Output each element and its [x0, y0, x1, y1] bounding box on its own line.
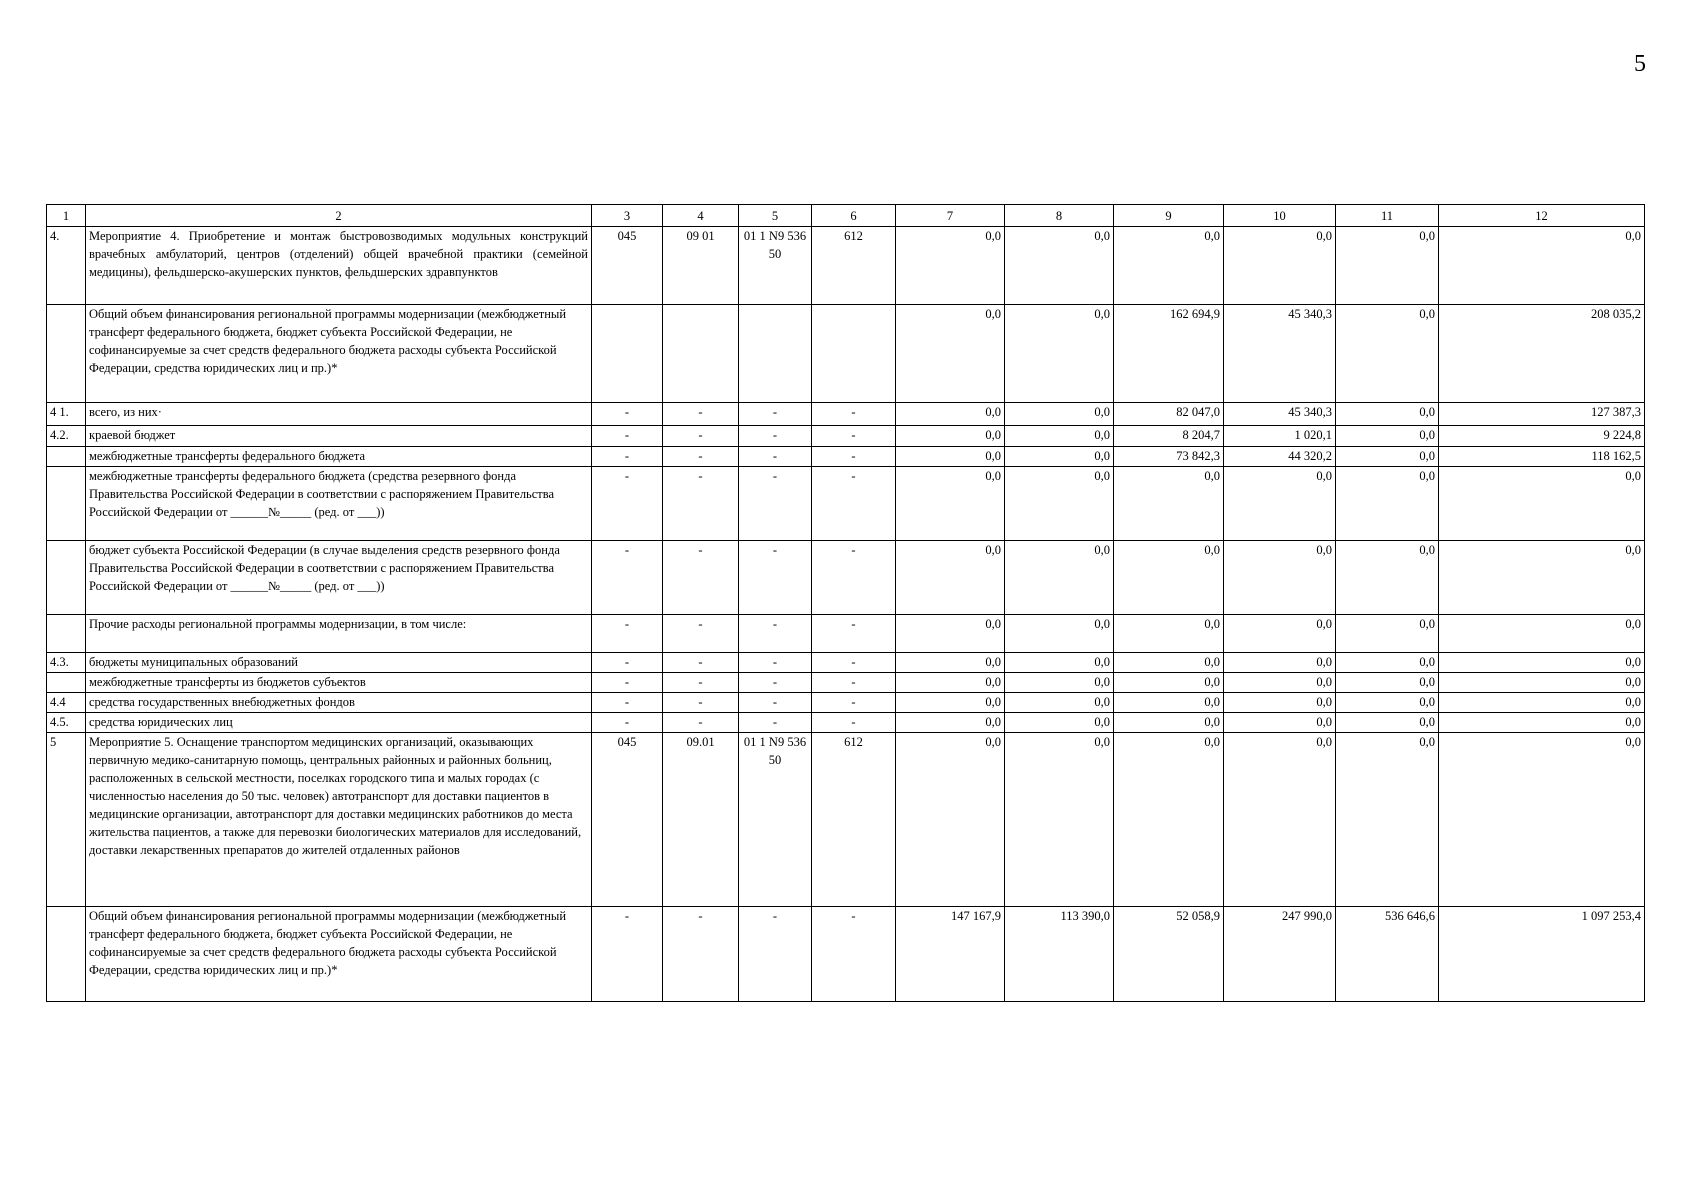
table-row: [47, 227, 1645, 305]
row-number: [47, 907, 86, 1002]
value-cell: 45 340,3: [1224, 403, 1336, 426]
code-cell: -: [592, 615, 663, 653]
table-row: [47, 693, 1645, 713]
row-description: межбюджетные трансферты федерального бюджета (средства резервного фонда Правительства Российской Федерации в соответствии с распоряжением Правительства Российской Федерации от ______№_____ (ред. от ___)): [86, 467, 592, 541]
value-cell: 0,0: [1439, 713, 1645, 733]
value-cell: 0,0: [1114, 733, 1224, 907]
value-cell: 0,0: [1005, 227, 1114, 305]
value-cell: 0,0: [1224, 673, 1336, 693]
value-cell: 0,0: [1005, 673, 1114, 693]
value-cell: 0,0: [1005, 693, 1114, 713]
table-row: [47, 907, 1645, 1002]
code-cell: -: [739, 541, 812, 615]
code-cell: -: [663, 673, 739, 693]
row-number: 4.5.: [47, 713, 86, 733]
value-cell: 0,0: [896, 615, 1005, 653]
code-cell: -: [663, 541, 739, 615]
code-cell: -: [592, 447, 663, 467]
header-cell: 7: [896, 205, 1005, 227]
code-cell: -: [592, 693, 663, 713]
value-cell: 82 047,0: [1114, 403, 1224, 426]
code-cell: -: [739, 467, 812, 541]
value-cell: 0,0: [1336, 733, 1439, 907]
value-cell: 0,0: [896, 693, 1005, 713]
code-cell: -: [663, 907, 739, 1002]
code-cell: -: [663, 447, 739, 467]
value-cell: 0,0: [1005, 615, 1114, 653]
value-cell: 73 842,3: [1114, 447, 1224, 467]
row-description: Общий объем финансирования региональной программы модернизации (межбюджетный трансферт федерального бюджета, бюджет субъекта Российской Федерации, не софинансируемые за счет средств федерального бюджета расходы субъекта Российской Федерации, средства юридических лиц и пр.)*: [86, 907, 592, 1002]
value-cell: 247 990,0: [1224, 907, 1336, 1002]
value-cell: 45 340,3: [1224, 305, 1336, 403]
code-cell: -: [739, 615, 812, 653]
code-cell: 612: [812, 733, 896, 907]
value-cell: 8 204,7: [1114, 426, 1224, 447]
row-number: 4.3.: [47, 653, 86, 673]
row-description: средства юридических лиц: [86, 713, 592, 733]
value-cell: 0,0: [1439, 673, 1645, 693]
value-cell: 0,0: [1336, 541, 1439, 615]
value-cell: 0,0: [896, 467, 1005, 541]
table-row: [47, 733, 1645, 907]
table-row: [47, 447, 1645, 467]
code-cell: -: [592, 713, 663, 733]
code-cell: 01 1 N9 536 50: [739, 733, 812, 907]
code-cell: -: [812, 403, 896, 426]
table-row: [47, 673, 1645, 693]
value-cell: 0,0: [896, 426, 1005, 447]
value-cell: 0,0: [1114, 541, 1224, 615]
code-cell: [812, 305, 896, 403]
header-cell: 9: [1114, 205, 1224, 227]
code-cell: -: [663, 693, 739, 713]
code-cell: -: [739, 693, 812, 713]
value-cell: 0,0: [1336, 447, 1439, 467]
code-cell: -: [739, 426, 812, 447]
code-cell: -: [739, 403, 812, 426]
header-cell: 6: [812, 205, 896, 227]
code-cell: -: [592, 403, 663, 426]
page-number: 5: [1634, 51, 1646, 77]
table-row: [47, 541, 1645, 615]
value-cell: 1 097 253,4: [1439, 907, 1645, 1002]
value-cell: 0,0: [1005, 426, 1114, 447]
value-cell: 0,0: [896, 733, 1005, 907]
value-cell: 0,0: [1005, 733, 1114, 907]
row-description: Мероприятие 4. Приобретение и монтаж быстровозводимых модульных конструкций врачебных амбулаторий, центров (отделений) общей врачебной практики (семейной медицины), фельдшерско-акушерских пунктов, фельдшерских здравпунктов: [86, 227, 592, 305]
row-description: Мероприятие 5. Оснащение транспортом медицинских организаций, оказывающих первичную медико-санитарную помощь, центральных районных и районных больниц, расположенных в сельской местности, поселках городского типа и малых городах (с численностью населения до 50 тыс. человек) автотранспорт для доставки пациентов в медицинские организации, автотранспорт для доставки медицинских работников до места жительства пациентов, а также для перевозки биологических материалов для исследований, доставки лекарственных препаратов до жителей отдаленных районов: [86, 733, 592, 907]
value-cell: 0,0: [1336, 653, 1439, 673]
value-cell: 0,0: [1224, 467, 1336, 541]
row-description: межбюджетные трансферты из бюджетов субъектов: [86, 673, 592, 693]
value-cell: 118 162,5: [1439, 447, 1645, 467]
table-row: [47, 653, 1645, 673]
value-cell: 0,0: [1005, 403, 1114, 426]
value-cell: 0,0: [896, 305, 1005, 403]
code-cell: -: [592, 907, 663, 1002]
value-cell: 0,0: [1336, 227, 1439, 305]
header-cell: 10: [1224, 205, 1336, 227]
header-cell: 4: [663, 205, 739, 227]
value-cell: 127 387,3: [1439, 403, 1645, 426]
code-cell: -: [812, 713, 896, 733]
code-cell: -: [739, 447, 812, 467]
value-cell: 0,0: [1005, 541, 1114, 615]
code-cell: -: [812, 615, 896, 653]
value-cell: 536 646,6: [1336, 907, 1439, 1002]
value-cell: 0,0: [1114, 653, 1224, 673]
value-cell: 0,0: [1336, 467, 1439, 541]
value-cell: 0,0: [1224, 653, 1336, 673]
header-cell: 1: [47, 205, 86, 227]
value-cell: 0,0: [1439, 467, 1645, 541]
value-cell: 0,0: [1336, 426, 1439, 447]
value-cell: 9 224,8: [1439, 426, 1645, 447]
value-cell: 0,0: [1114, 673, 1224, 693]
code-cell: [592, 305, 663, 403]
value-cell: 0,0: [896, 673, 1005, 693]
value-cell: 0,0: [1439, 615, 1645, 653]
value-cell: 0,0: [1005, 713, 1114, 733]
header-cell: 3: [592, 205, 663, 227]
value-cell: 0,0: [1005, 467, 1114, 541]
row-description: всего, из них·: [86, 403, 592, 426]
table-row: [47, 305, 1645, 403]
value-cell: 0,0: [1224, 693, 1336, 713]
value-cell: 0,0: [1114, 615, 1224, 653]
value-cell: 113 390,0: [1005, 907, 1114, 1002]
table-row: [47, 467, 1645, 541]
table-row: [47, 713, 1645, 733]
value-cell: 162 694,9: [1114, 305, 1224, 403]
value-cell: 0,0: [1336, 305, 1439, 403]
code-cell: [663, 305, 739, 403]
code-cell: 01 1 N9 536 50: [739, 227, 812, 305]
row-number: [47, 447, 86, 467]
value-cell: 44 320,2: [1224, 447, 1336, 467]
code-cell: -: [812, 653, 896, 673]
header-cell: 5: [739, 205, 812, 227]
row-description: бюджеты муниципальных образований: [86, 653, 592, 673]
value-cell: 0,0: [1439, 693, 1645, 713]
code-cell: -: [739, 907, 812, 1002]
row-number: 4.: [47, 227, 86, 305]
code-cell: -: [739, 653, 812, 673]
row-number: 5: [47, 733, 86, 907]
value-cell: 0,0: [1439, 733, 1645, 907]
code-cell: -: [812, 467, 896, 541]
code-cell: -: [812, 693, 896, 713]
code-cell: 612: [812, 227, 896, 305]
code-cell: 09 01: [663, 227, 739, 305]
table-row: [47, 426, 1645, 447]
code-cell: -: [663, 615, 739, 653]
code-cell: -: [812, 426, 896, 447]
code-cell: -: [663, 467, 739, 541]
row-description: краевой бюджет: [86, 426, 592, 447]
code-cell: -: [592, 653, 663, 673]
value-cell: 0,0: [1224, 227, 1336, 305]
row-description: средства государственных внебюджетных фондов: [86, 693, 592, 713]
row-number: 4 1.: [47, 403, 86, 426]
code-cell: -: [592, 426, 663, 447]
row-description: Прочие расходы региональной программы модернизации, в том числе:: [86, 615, 592, 653]
row-description: бюджет субъекта Российской Федерации (в случае выделения средств резервного фонда Правительства Российской Федерации в соответствии с распоряжением Правительства Российской Федерации от ______№_____ (ред. от ___)): [86, 541, 592, 615]
code-cell: -: [592, 467, 663, 541]
value-cell: 0,0: [1005, 447, 1114, 467]
header-row: [47, 205, 1645, 227]
value-cell: 0,0: [896, 541, 1005, 615]
value-cell: 0,0: [1005, 305, 1114, 403]
value-cell: 0,0: [1439, 653, 1645, 673]
table-row: [47, 403, 1645, 426]
code-cell: -: [663, 653, 739, 673]
value-cell: 0,0: [1114, 227, 1224, 305]
financing-table: [46, 204, 1645, 1002]
value-cell: 0,0: [896, 653, 1005, 673]
row-number: 4.4: [47, 693, 86, 713]
value-cell: 0,0: [1336, 673, 1439, 693]
code-cell: -: [812, 541, 896, 615]
code-cell: -: [663, 403, 739, 426]
value-cell: 0,0: [1224, 615, 1336, 653]
value-cell: 208 035,2: [1439, 305, 1645, 403]
row-number: [47, 467, 86, 541]
value-cell: 0,0: [1114, 693, 1224, 713]
header-cell: 11: [1336, 205, 1439, 227]
code-cell: -: [812, 447, 896, 467]
value-cell: 0,0: [896, 713, 1005, 733]
value-cell: 0,0: [896, 403, 1005, 426]
value-cell: 0,0: [1224, 541, 1336, 615]
value-cell: 0,0: [1336, 693, 1439, 713]
value-cell: 0,0: [1224, 713, 1336, 733]
code-cell: -: [739, 713, 812, 733]
code-cell: [739, 305, 812, 403]
value-cell: 0,0: [1114, 713, 1224, 733]
row-number: [47, 305, 86, 403]
value-cell: 0,0: [1336, 615, 1439, 653]
value-cell: 0,0: [1224, 733, 1336, 907]
code-cell: -: [592, 673, 663, 693]
code-cell: 045: [592, 733, 663, 907]
value-cell: 0,0: [1336, 713, 1439, 733]
row-number: [47, 615, 86, 653]
header-cell: 2: [86, 205, 592, 227]
value-cell: 147 167,9: [896, 907, 1005, 1002]
value-cell: 0,0: [1005, 653, 1114, 673]
value-cell: 1 020,1: [1224, 426, 1336, 447]
value-cell: 52 058,9: [1114, 907, 1224, 1002]
value-cell: 0,0: [896, 447, 1005, 467]
code-cell: -: [592, 541, 663, 615]
value-cell: 0,0: [896, 227, 1005, 305]
row-description: Общий объем финансирования региональной программы модернизации (межбюджетный трансферт федерального бюджета, бюджет субъекта Российской Федерации, не софинансируемые за счет средств федерального бюджета расходы субъекта Российской Федерации, средства юридических лиц и пр.)*: [86, 305, 592, 403]
value-cell: 0,0: [1439, 227, 1645, 305]
value-cell: 0,0: [1336, 403, 1439, 426]
row-number: [47, 673, 86, 693]
code-cell: -: [663, 426, 739, 447]
table-row: [47, 615, 1645, 653]
code-cell: -: [739, 673, 812, 693]
header-cell: 8: [1005, 205, 1114, 227]
code-cell: -: [812, 907, 896, 1002]
row-number: 4.2.: [47, 426, 86, 447]
row-number: [47, 541, 86, 615]
row-description: межбюджетные трансферты федерального бюджета: [86, 447, 592, 467]
code-cell: 09.01: [663, 733, 739, 907]
code-cell: -: [663, 713, 739, 733]
code-cell: 045: [592, 227, 663, 305]
value-cell: 0,0: [1114, 467, 1224, 541]
header-cell: 12: [1439, 205, 1645, 227]
value-cell: 0,0: [1439, 541, 1645, 615]
code-cell: -: [812, 673, 896, 693]
